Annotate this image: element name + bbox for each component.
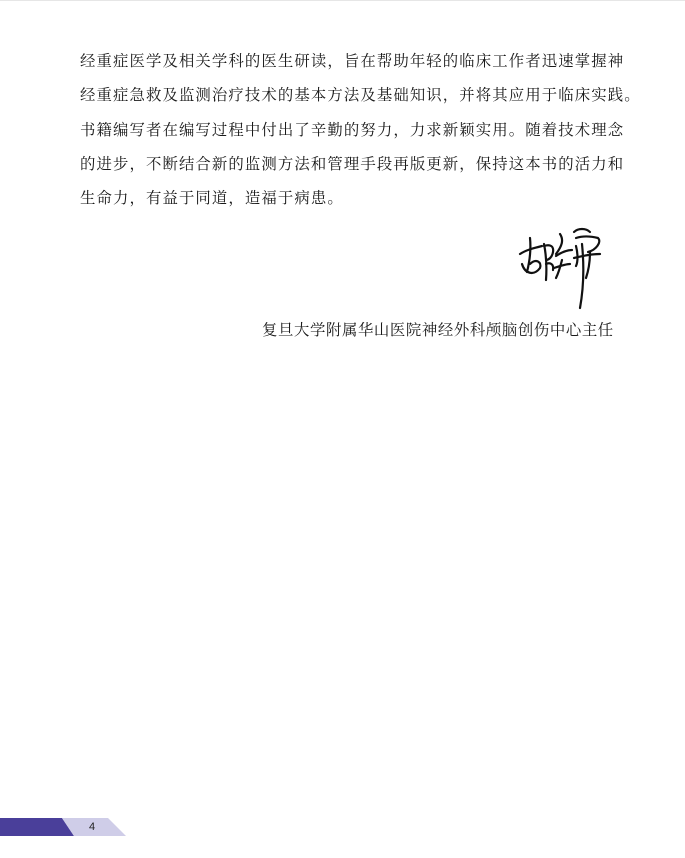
page-number: 4	[88, 821, 96, 833]
footer-band-dark	[0, 818, 74, 836]
page-top-edge	[0, 0, 685, 1]
paragraph-line: 书籍编写者在编写过程中付出了辛勤的努力，力求新颖实用。随着技术理念	[80, 120, 625, 139]
paragraph-line: 生命力，有益于同道，造福于病患。	[80, 189, 344, 208]
paragraph-line: 经重症医学及相关学科的医生研读，旨在帮助年轻的临床工作者迅速掌握神	[80, 52, 625, 70]
handwritten-signature	[516, 224, 604, 310]
paragraph-line: 的进步，不断结合新的监测方法和管理手段再版更新，保持这本书的活力和	[80, 154, 625, 173]
author-affiliation: 复旦大学附属华山医院神经外科颅脑创伤中心主任	[262, 321, 614, 339]
paragraph-line: 经重症急救及监测治疗技术的基本方法及基础知识，并将其应用于临床实践。	[80, 86, 641, 105]
preface-body-text	[80, 44, 641, 215]
page-footer-band	[0, 818, 126, 836]
